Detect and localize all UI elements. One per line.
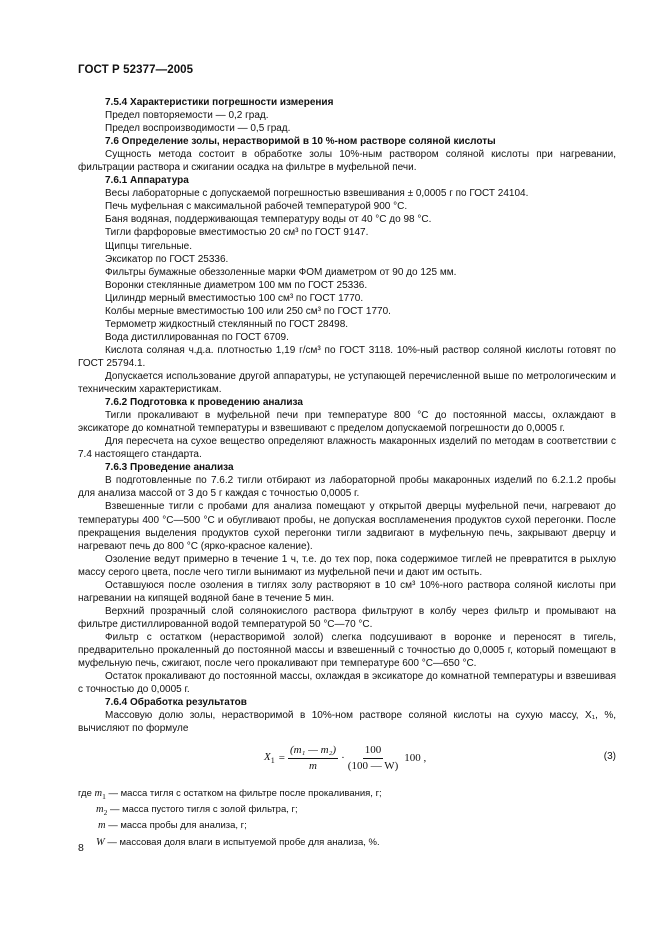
paragraph: Вода дистиллированная по ГОСТ 6709. <box>105 331 289 343</box>
paragraph: Фильтры бумажные обеззоленные марки ФОМ диаметром от 90 до 125 мм. <box>105 266 457 278</box>
formula-number: (3) <box>603 751 616 763</box>
paragraph: Щипцы тигельные. <box>105 240 192 252</box>
paragraphs <box>78 96 616 735</box>
paragraph: Допускается использование другой аппаратуры, не уступающей перечисленной выше по метрологическим и техническим характеристикам. <box>78 370 616 396</box>
fraction-mass-diff <box>288 744 338 773</box>
paragraph: Эксикатор по ГОСТ 25336. <box>105 253 229 265</box>
paragraph: Цилиндр мерный вместимостью 100 см³ по ГОСТ 1770. <box>105 292 364 304</box>
paragraph: Тигли прокаливают в муфельной печи при температуре 800 °С до постоянной массы, охлаждают в эксикаторе до комнатной температуры и взвешивают с пределом допускаемой погрешности до 0,0005 г. <box>78 410 616 435</box>
formula-equals: = <box>278 752 285 765</box>
formula-expression <box>264 744 426 773</box>
fraction-denominator: m <box>309 760 317 773</box>
document-header: ГОСТ Р 52377—2005 <box>78 64 194 76</box>
variable-symbol: $m_2$ <box>96 804 108 818</box>
section-heading: 7.6.2 Подготовка к проведению анализа <box>105 397 303 409</box>
definition-text: — масса пробы для анализа, г; <box>105 820 247 832</box>
variable-symbol: $m_1$ <box>94 788 106 802</box>
fraction-numerator: (m₁ — m₂) <box>288 744 338 759</box>
paragraph: Баня водяная, поддерживающая температуру воды от 40 °С до 98 °С. <box>105 214 432 226</box>
variable-definition <box>78 787 616 803</box>
document-body <box>78 96 616 852</box>
paragraph: Массовую долю золы, нерастворимой в 10%-ном растворе соляной кислоты на сухую массу, X₁, %, вычисляют по формуле <box>78 710 616 735</box>
paragraph: Тигли фарфоровые вместимостью 20 см³ по ГОСТ 9147. <box>105 227 369 239</box>
paragraph: Верхний прозрачный слой солянокислого раствора фильтруют в колбу через фильтр и промывают на фильтре дистиллированной водой температурой 50 °С—70 °С. <box>78 605 616 630</box>
section-heading: 7.5.4 Характеристики погрешности измерения <box>105 97 334 108</box>
fraction-dry-basis <box>348 744 399 773</box>
paragraph: Предел повторяемости — 0,2 град. <box>105 110 269 122</box>
paragraph: Взвешенные тигли с пробами для анализа помещают у открытой дверцы муфельной печи, нагревают до температуры 400 °С—500 °С и обугливают пробы, не допуская воспламенения продуктов сухой перегонки. После прекращения выделения продуктов сухой перегонки тигли задвигают в муфельную печь, закрывают дверцу и нагревают печь до 800 °С (ярко-красное каление). <box>78 501 616 552</box>
formula-dot: · <box>341 752 345 765</box>
formula-lhs: $X_1$ <box>264 750 275 765</box>
definition-text: — масса пустого тигля с золой фильтра, г; <box>107 804 298 816</box>
paragraph: Фильтр с остатком (нерастворимой золой) слегка подсушивают в воронке и переносят в тигель, предварительно прокаленный до постоянной массы и взвешенный с точностью до 0,0005 г, который помещают в муфельную печь, сжигают, после чего прокаливают при температуре 600 °С—650 °С. <box>78 631 616 670</box>
definition-text: — масса тигля с остатком на фильтре после прокаливания, г; <box>105 788 382 800</box>
paragraph: Остаток прокаливают до постоянной массы, охлаждая в эксикаторе до комнатной температуры и взвешивая с точностью до 0,0005 г. <box>78 671 616 696</box>
paragraph: Печь муфельная с максимальной рабочей температурой 900 °С. <box>105 201 408 213</box>
paragraph: Предел воспроизводимости — 0,5 град. <box>105 123 291 135</box>
paragraph: Сущность метода состоит в обработке золы 10%-ным раствором соляной кислоты при нагревании, фильтрации раствора и сжигании осадка на фильтре в муфельной печи. <box>78 149 616 174</box>
variable-definition <box>78 836 616 852</box>
paragraph: Озоление ведут примерно в течение 1 ч, т.е. до тех пор, пока содержимое тиглей не превратится в рыхлую массу серого цвета, после чего тигли вынимают из муфельной печи и дают им остыть. <box>78 553 616 578</box>
page-number: 8 <box>78 842 84 854</box>
variable-symbol: W <box>96 836 105 848</box>
section-heading: 7.6.4 Обработка результатов <box>105 697 247 709</box>
paragraph: Кислота соляная ч.д.а. плотностью 1,19 г/см³ по ГОСТ 3118. 10%-ный раствор соляной кислоты готовят по ГОСТ 25794.1. <box>78 344 616 369</box>
fraction-denominator: (100 — W) <box>347 760 399 773</box>
variable-definition <box>78 803 616 819</box>
section-heading: 7.6.3 Проведение анализа <box>105 462 234 474</box>
paragraph: Колбы мерные вместимостью 100 или 250 см³ по ГОСТ 1770. <box>105 305 391 317</box>
fraction-numerator: 100 <box>363 744 384 759</box>
paragraph: Воронки стеклянные диаметром 100 мм по ГОСТ 25336. <box>105 279 368 291</box>
formula-tail: 100 , <box>404 752 427 765</box>
paragraph: Для пересчета на сухое вещество определяют влажность макаронных изделий по методам в соответствии с 7.4 настоящего стандарта. <box>78 436 616 461</box>
paragraph: В подготовленные по 7.6.2 тигли отбирают из лабораторной пробы макаронных изделий по 6.2.1.2 пробы для анализа массой от 3 до 5 г каждая с точностью 0,0005 г. <box>78 475 616 500</box>
variable-definition <box>78 819 616 835</box>
variable-symbol: m <box>98 820 106 832</box>
paragraph: Оставшуюся после озоления в тиглях золу растворяют в 10 см³ 10%-ного раствора соляной кислоты при нагревании на кипящей водяной бане в течение 5 мин. <box>78 579 616 604</box>
variable-definitions <box>78 787 616 851</box>
definition-text: — массовая доля влаги в испытуемой пробе для анализа, %. <box>104 836 380 848</box>
formula-3 <box>78 740 616 780</box>
section-heading: 7.6 Определение золы, нерастворимой в 10 %-ном растворе соляной кислоты <box>105 136 496 148</box>
paragraph: Весы лабораторные с допускаемой погрешностью взвешивания ± 0,0005 г по ГОСТ 24104. <box>105 188 529 200</box>
paragraph: Термометр жидкостный стеклянный по ГОСТ 28498. <box>105 318 349 330</box>
definition-prefix: где <box>78 788 95 800</box>
section-heading: 7.6.1 Аппаратура <box>105 175 189 187</box>
